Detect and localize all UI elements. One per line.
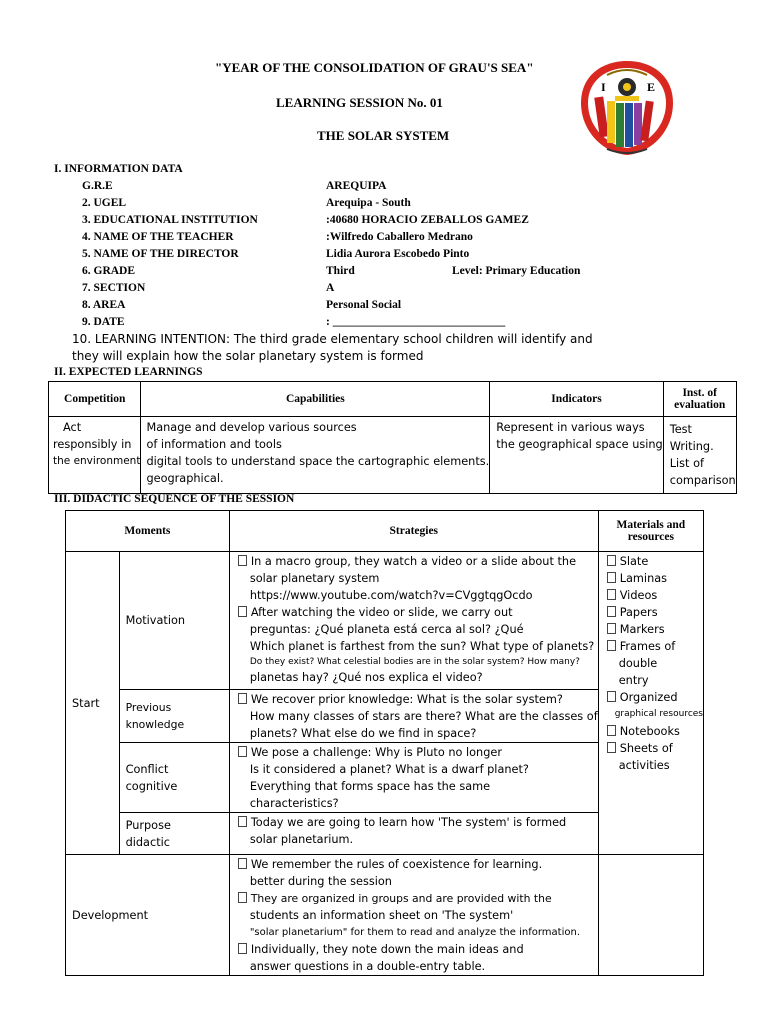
education-level: Level: Primary Education: [452, 265, 581, 277]
bullet-box-icon: [238, 858, 247, 869]
video-link[interactable]: https://www.youtube.com/watch?v=CVggtqgOcdo: [249, 589, 533, 602]
expected-learnings-table: [48, 381, 737, 494]
bullet-box-icon: [607, 606, 616, 617]
moment-development: Development: [66, 855, 230, 976]
bullet-box-icon: [607, 555, 616, 566]
bullet-box-icon: [607, 725, 616, 736]
bullet-box-icon: [238, 943, 247, 954]
info-label: 2. UGEL: [82, 197, 127, 209]
session-title: LEARNING SESSION No. 01: [276, 95, 443, 110]
info-label: 8. AREA: [82, 299, 126, 311]
info-value: A: [326, 282, 335, 294]
info-label: 7. SECTION: [82, 282, 146, 294]
learning-intention: 10. LEARNING INTENTION: The third grade elementary school children will identify and: [72, 332, 593, 346]
info-value: Third: [326, 265, 355, 277]
learning-intention-cont: they will explain how the solar planetary system is formed: [72, 349, 424, 363]
topic-title: THE SOLAR SYSTEM: [317, 128, 450, 143]
bullet-box-icon: [607, 572, 616, 583]
header-instruments: Inst. of evaluation: [663, 382, 736, 417]
document-motto: "YEAR OF THE CONSOLIDATION OF GRAU'S SEA": [215, 60, 534, 75]
bullet-box-icon: [238, 555, 247, 566]
info-value: AREQUIPA: [326, 180, 387, 192]
logo-letter-i: I: [601, 80, 606, 94]
bullet-box-icon: [607, 691, 616, 702]
logo-letter-e: E: [647, 80, 656, 94]
competition-cell: Act responsibly in the environment: [49, 417, 141, 494]
moment-conflict-cognitive: Conflict cognitive: [119, 743, 229, 813]
info-label: G.R.E: [82, 180, 113, 192]
bullet-box-icon: [607, 589, 616, 600]
information-section-title: I. INFORMATION DATA: [54, 163, 183, 175]
didactic-sequence-table: [65, 510, 704, 976]
moment-start: Start: [66, 552, 120, 855]
school-logo-seal: [577, 57, 677, 157]
previous-knowledge-strategies: We recover prior knowledge: What is the solar system? How many classes of stars are there? What are the classes of planets? What else do we find in space?: [229, 690, 598, 743]
bullet-box-icon: [607, 742, 616, 753]
bullet-box-icon: [607, 623, 616, 634]
info-label: 5. NAME OF THE DIRECTOR: [82, 248, 239, 260]
info-value: Lidia Aurora Escobedo Pinto: [326, 248, 470, 260]
bullet-box-icon: [238, 892, 247, 903]
development-materials-cell: [598, 855, 703, 976]
development-strategies: We remember the rules of coexistence for learning. better during the session They are organized in groups and are provided with the students an information sheet on 'The system' "solar planetarium" for them to read and analyze the information. Individually, they note down the main ideas and answer questions in a double-entry table.: [229, 855, 598, 976]
info-value: Arequipa - South: [326, 197, 411, 209]
moment-motivation: Motivation: [119, 552, 229, 690]
info-label: 9. DATE: [82, 316, 125, 328]
motivation-strategies: In a macro group, they watch a video or a slide about the solar planetary system https://www.youtube.com/watch?v=CVggtqgOcdo After watching the video or slide, we carry out preguntas: ¿Qué planeta está cerca al sol? ¿Qué Which planet is farthest from the sun? What type of planets? Do they exist? What celestial bodies are in the solar system? How many? planetas hay? ¿Qué nos explica el video?: [229, 552, 598, 690]
info-label: 4. NAME OF THE TEACHER: [82, 231, 234, 243]
moment-purpose-didactic: Purpose didactic: [119, 813, 229, 855]
header-strategies: Strategies: [229, 511, 598, 552]
header-capabilities: Capabilities: [141, 382, 490, 417]
capabilities-cell: Manage and develop various sources of information and tools digital tools to understand space the cartographic elements. geographical.: [141, 417, 490, 494]
header-indicators: Indicators: [490, 382, 663, 417]
conflict-strategies: We pose a challenge: Why is Pluto no longer Is it considered a planet? What is a dwarf planet? Everything that forms space has the same characteristics?: [229, 743, 598, 813]
info-value: :40680 HORACIO ZEBALLOS GAMEZ: [326, 214, 529, 226]
moment-previous-knowledge: Previous knowledge: [119, 690, 229, 743]
info-label: 6. GRADE: [82, 265, 136, 277]
bullet-box-icon: [238, 606, 247, 617]
bullet-box-icon: [238, 816, 247, 827]
info-label: 3. EDUCATIONAL INSTITUTION: [82, 214, 258, 226]
instruments-cell: Test Writing. List of comparison: [663, 417, 736, 494]
header-competition: Competition: [49, 382, 141, 417]
header-moments: Moments: [66, 511, 230, 552]
purpose-strategies: Today we are going to learn how 'The system' is formed solar planetarium.: [229, 813, 598, 855]
date-field: : ______________________________: [326, 316, 506, 328]
bullet-box-icon: [238, 746, 247, 757]
indicators-cell: Represent in various ways the geographical space using: [490, 417, 663, 494]
header-materials: Materials and resources: [598, 511, 703, 552]
materials-list: Slate Laminas Videos Papers Markers Frames of double entry Organized graphical resources Notebooks Sheets of activities: [598, 552, 703, 855]
info-value: Personal Social: [326, 299, 402, 311]
didactic-sequence-title: III. DIDACTIC SEQUENCE OF THE SESSION: [54, 493, 295, 505]
info-value: :Wilfredo Caballero Medrano: [326, 231, 473, 243]
bullet-box-icon: [607, 640, 616, 651]
bullet-box-icon: [238, 693, 247, 704]
expected-learnings-title: II. EXPECTED LEARNINGS: [54, 366, 203, 378]
